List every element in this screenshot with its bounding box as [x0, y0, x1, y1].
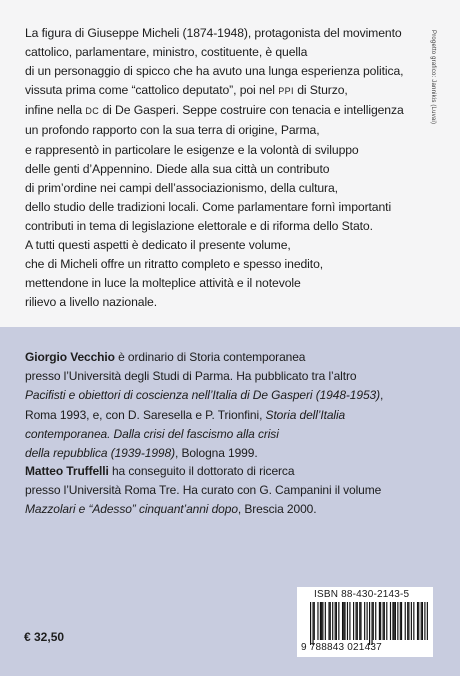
- book-title: contemporanea. Dalla crisi del fascismo alla crisi: [25, 426, 279, 441]
- blurb-line: mettendone in luce la molteplice attività e il notevole: [25, 276, 301, 291]
- blurb-line: contributi in tema di legislazione elettorale e di riforma dello Stato.: [25, 218, 373, 233]
- barcode-bar: [314, 602, 315, 640]
- blurb-line: vissuta prima come “cattolico deputato”, poi nel PPI di Sturzo,: [25, 83, 348, 98]
- blurb-line: La figura di Giuseppe Micheli (1874-1948), protagonista del movimento: [25, 26, 402, 40]
- blurb-line: di prim’ordine nei campi dell’associazionismo, della cultura,: [25, 180, 338, 195]
- barcode-bar: [401, 602, 402, 640]
- barcode-bar: [317, 602, 318, 640]
- barcode-bar: [397, 602, 398, 640]
- barcode-bar: [342, 602, 343, 640]
- barcode-bar: [360, 602, 361, 640]
- barcode-bar: [322, 602, 323, 640]
- barcode-bar: [320, 602, 321, 640]
- author-name: Matteo Truffelli: [25, 464, 109, 478]
- barcode-bar: [390, 602, 391, 640]
- blurb-line: dello studio delle tradizioni locali. Come parlamentare fornì importanti: [25, 199, 392, 214]
- barcode-bar: [335, 602, 336, 640]
- barcode-bar: [400, 602, 401, 640]
- barcode-bar: [407, 602, 408, 640]
- barcode-bar: [411, 602, 412, 640]
- barcode-bar: [383, 602, 384, 640]
- barcode-bar: [380, 602, 381, 640]
- barcode-bar: [347, 602, 348, 640]
- barcode-bar: [310, 602, 311, 645]
- barcode-bar: [336, 602, 337, 640]
- bio-line: Pacifisti e obiettori di coscienza nell’Italia di De Gasperi (1948-1953),: [25, 388, 384, 403]
- barcode-bar: [395, 602, 396, 640]
- barcode-bar: [330, 602, 331, 640]
- bio-line: presso l’Università degli Studi di Parma. Ha pubblicato tra l’altro: [25, 369, 357, 384]
- barcode-bar: [405, 602, 406, 640]
- barcode-bar: [364, 602, 365, 640]
- barcode-bar: [408, 602, 409, 640]
- book-title: Pacifisti e obiettori di coscienza nell’Italia di De Gasperi (1948-1953): [25, 388, 380, 403]
- blurb-line: che di Micheli offre un ritratto completo e spesso inedito,: [25, 257, 324, 272]
- isbn-label: ISBN 88-430-2143-5: [314, 589, 410, 600]
- bio-line: [25, 425, 435, 444]
- blurb-line: delle genti d’Appennino. Diede alla sua città un contributo: [25, 161, 330, 176]
- book-title: Storia dell’Italia: [265, 407, 346, 422]
- barcode-bar: [332, 602, 333, 640]
- ean-digits: 9 788843 021437: [301, 642, 382, 653]
- blurb-line: un profondo rapporto con la sua terra di origine, Parma,: [25, 123, 320, 138]
- barcode-bar: [359, 602, 360, 640]
- blurb-line: rilievo a livello nazionale.: [25, 295, 158, 310]
- barcode-bar: [371, 602, 372, 645]
- barcode-bar: [353, 602, 354, 640]
- blurb-line: cattolico, parlamentare, ministro, costituente, è quella: [25, 45, 308, 60]
- barcode-bar: [328, 602, 329, 640]
- blurb-line: infine nella DC di De Gasperi. Seppe costruire con tenacia e intelligenza: [25, 103, 404, 118]
- author-name: Giorgio Vecchio: [25, 350, 115, 364]
- barcode-bar: [373, 602, 374, 640]
- barcode-bar: [369, 602, 370, 645]
- barcode-bar: [386, 602, 387, 640]
- barcode-bar: [413, 602, 414, 640]
- barcode-graphic: [310, 602, 428, 645]
- barcode-bar: [355, 602, 356, 640]
- barcode-bar: [384, 602, 385, 640]
- bio-line: Matteo Truffelli ha conseguito il dottorato di ricerca: [25, 464, 295, 478]
- design-credit: Progetto grafico: Jannikis (Luvai): [430, 30, 436, 125]
- bio-line: Giorgio Vecchio è ordinario di Storia contemporanea: [25, 350, 306, 364]
- barcode-bar: [422, 602, 423, 640]
- barcode-bar: [421, 602, 422, 640]
- barcode-bar: [392, 602, 393, 640]
- book-blurb: [25, 24, 410, 312]
- blurb-line: e rappresentò in particolare le esigenze e la volontà di sviluppo: [25, 142, 359, 157]
- author-bio-vecchio: [25, 348, 435, 463]
- barcode-bar: [367, 602, 368, 640]
- barcode-bar: [325, 602, 326, 640]
- party-acronym: DC: [85, 106, 100, 117]
- book-title: della repubblica (1939-1998): [25, 446, 175, 461]
- party-acronym: PPI: [278, 86, 294, 97]
- barcode-bar: [427, 602, 428, 640]
- price-label: € 32,50: [24, 630, 65, 644]
- barcode-bar: [357, 602, 358, 640]
- bio-line: Roma 1993, e, con D. Saresella e P. Trionfini, Storia dell’Italia: [25, 407, 346, 422]
- barcode-bar: [418, 602, 419, 640]
- bio-line: Mazzolari e “Adesso” cinquant’anni dopo, Brescia 2000.: [25, 502, 317, 517]
- barcode-bar: [424, 602, 425, 640]
- bio-line: presso l’Università Roma Tre. Ha curato con G. Campanini il volume: [25, 483, 382, 498]
- barcode-bar: [349, 602, 350, 640]
- barcode-bar: [375, 602, 376, 640]
- barcode-bar: [394, 602, 395, 640]
- barcode-bar: [338, 602, 339, 640]
- author-bio-truffelli: [25, 462, 435, 520]
- blurb-line: di un personaggio di spicco che ha avuto una lunga esperienza politica,: [25, 64, 404, 79]
- book-title: Mazzolari e “Adesso” cinquant’anni dopo: [25, 502, 238, 517]
- barcode-bar: [417, 602, 418, 640]
- barcode-bar: [344, 602, 345, 640]
- blurb-line: A tutti questi aspetti è dedicato il presente volume,: [25, 238, 291, 253]
- barcode-bar: [343, 602, 344, 640]
- barcode-bar: [321, 602, 322, 640]
- bio-line: della repubblica (1939-1998), Bologna 1999.: [25, 446, 258, 461]
- barcode-bar: [312, 602, 313, 645]
- barcode-bar: [379, 602, 380, 640]
